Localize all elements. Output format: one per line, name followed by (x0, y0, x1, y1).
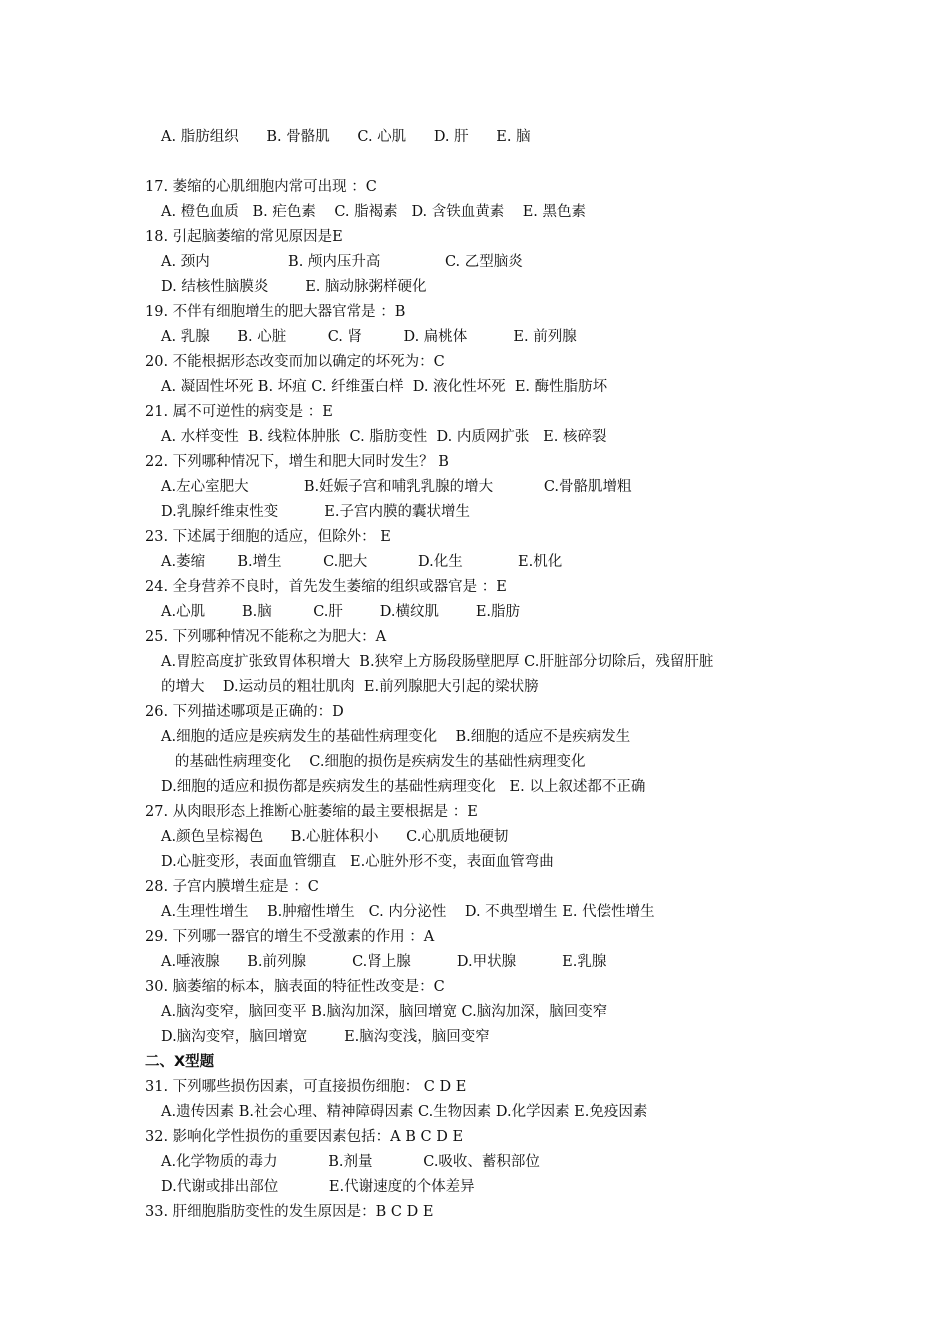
option-line: A.细胞的适应是疾病发生的基础性病理变化 B.细胞的适应不是疾病发生 (161, 729, 631, 745)
option-line: A.萎缩 B.增生 C.肥大 D.化生 E.机化 (161, 554, 563, 570)
option-line: A. 乳腺 B. 心脏 C. 肾 D. 扁桃体 E. 前列腺 (161, 329, 577, 345)
question-line: 21. 属不可逆性的病变是 ：E (145, 404, 333, 420)
option-line: D.乳腺纤维束性变 E.子宫内膜的囊状增生 (161, 504, 471, 520)
question-line: 26. 下列描述哪项是正确的：D (145, 704, 344, 720)
question-line: 33. 肝细胞脂肪变性的发生原因是：B C D E (145, 1204, 434, 1220)
question-line: 27. 从肉眼形态上推断心脏萎缩的最主要根据是 ：E (145, 804, 478, 820)
option-line: A. 颈内 B. 颅内压升高 C. 乙型脑炎 (161, 254, 523, 270)
question-line: 31. 下列哪些损伤因素，可直接损伤细胞： C D E (145, 1079, 467, 1095)
question-line: 17. 萎缩的心肌细胞内常可出现 ：C (145, 179, 377, 195)
question-line: 20. 不能根据形态改变而加以确定的坏死为：C (145, 354, 445, 370)
question-line: 32. 影响化学性损伤的重要因素包括：A B C D E (145, 1129, 464, 1145)
section-heading: 二、X型题 (145, 1054, 215, 1070)
option-line: A.唾液腺 B.前列腺 C.肾上腺 D.甲状腺 E.乳腺 (161, 954, 607, 970)
option-line: A.胃腔高度扩张致胃体积增大 B.狭窄上方肠段肠壁肥厚 C.肝脏部分切除后，残留肝脏 (161, 654, 714, 670)
option-line: A.生理性增生 B.肿瘤性增生 C. 内分泌性 D. 不典型增生 E. 代偿性增生 (161, 904, 655, 920)
option-line: A. 水样变性 B. 线粒体肿胀 C. 脂肪变性 D. 内质网扩张 E. 核碎裂 (161, 429, 607, 445)
option-line: D.脑沟变窄，脑回增宽 E.脑沟变浅，脑回变窄 (161, 1029, 490, 1045)
option-line: A.左心室肥大 B.妊娠子宫和哺乳乳腺的增大 C.骨骼肌增粗 (161, 479, 632, 495)
question-line: 25. 下列哪种情况不能称之为肥大：A (145, 629, 387, 645)
option-line: D.心脏变形，表面血管绷直 E.心脏外形不变，表面血管弯曲 (161, 854, 554, 870)
question-line: 23. 下述属于细胞的适应，但除外： E (145, 529, 391, 545)
option-line: A.颜色呈棕褐色 B.心脏体积小 C.心肌质地硬韧 (161, 829, 509, 845)
option-line: A. 脂肪组织 B. 骨骼肌 C. 心肌 D. 肝 E. 脑 (161, 129, 531, 145)
question-line: 30. 脑萎缩的标本，脑表面的特征性改变是：C (145, 979, 445, 995)
question-line: 24. 全身营养不良时，首先发生萎缩的组织或器官是 ：E (145, 579, 507, 595)
option-line: 的基础性病理变化 C.细胞的损伤是疾病发生的基础性病理变化 (161, 754, 586, 770)
option-line: D. 结核性脑膜炎 E. 脑动脉粥样硬化 (161, 279, 427, 295)
question-line: 28. 子宫内膜增生症是 ：C (145, 879, 319, 895)
option-line: 的增大 D.运动员的粗壮肌肉 E.前列腺肥大引起的梁状膀 (161, 679, 539, 695)
question-line: 18. 引起脑萎缩的常见原因是E (145, 229, 343, 245)
option-line: A. 橙色血质 B. 疟色素 C. 脂褐素 D. 含铁血黄素 E. 黑色素 (161, 204, 587, 220)
option-line: A. 凝固性坏死 B. 坏疽 C. 纤维蛋白样 D. 液化性坏死 E. 酶性脂肪坏 (161, 379, 608, 395)
option-line: A.脑沟变窄，脑回变平 B.脑沟加深，脑回增宽 C.脑沟加深，脑回变窄 (161, 1004, 608, 1020)
option-line: A.化学物质的毒力 B.剂量 C.吸收、蓄积部位 (161, 1154, 540, 1170)
option-line: D.代谢或排出部位 E.代谢速度的个体差异 (161, 1179, 475, 1195)
question-line: 19. 不伴有细胞增生的肥大器官常是 ：B (145, 304, 406, 320)
question-line: 22. 下列哪种情况下，增生和肥大同时发生？ B (145, 454, 449, 470)
question-line: 29. 下列哪一器官的增生不受激素的作用 ：A (145, 929, 435, 945)
option-line: D.细胞的适应和损伤都是疾病发生的基础性病理变化 E. 以上叙述都不正确 (161, 779, 646, 795)
option-line: A.遗传因素 B.社会心理、精神障碍因素 C.生物因素 D.化学因素 E.免疫因素 (161, 1104, 648, 1120)
option-line: A.心肌 B.脑 C.肝 D.横纹肌 E.脂肪 (161, 604, 521, 620)
